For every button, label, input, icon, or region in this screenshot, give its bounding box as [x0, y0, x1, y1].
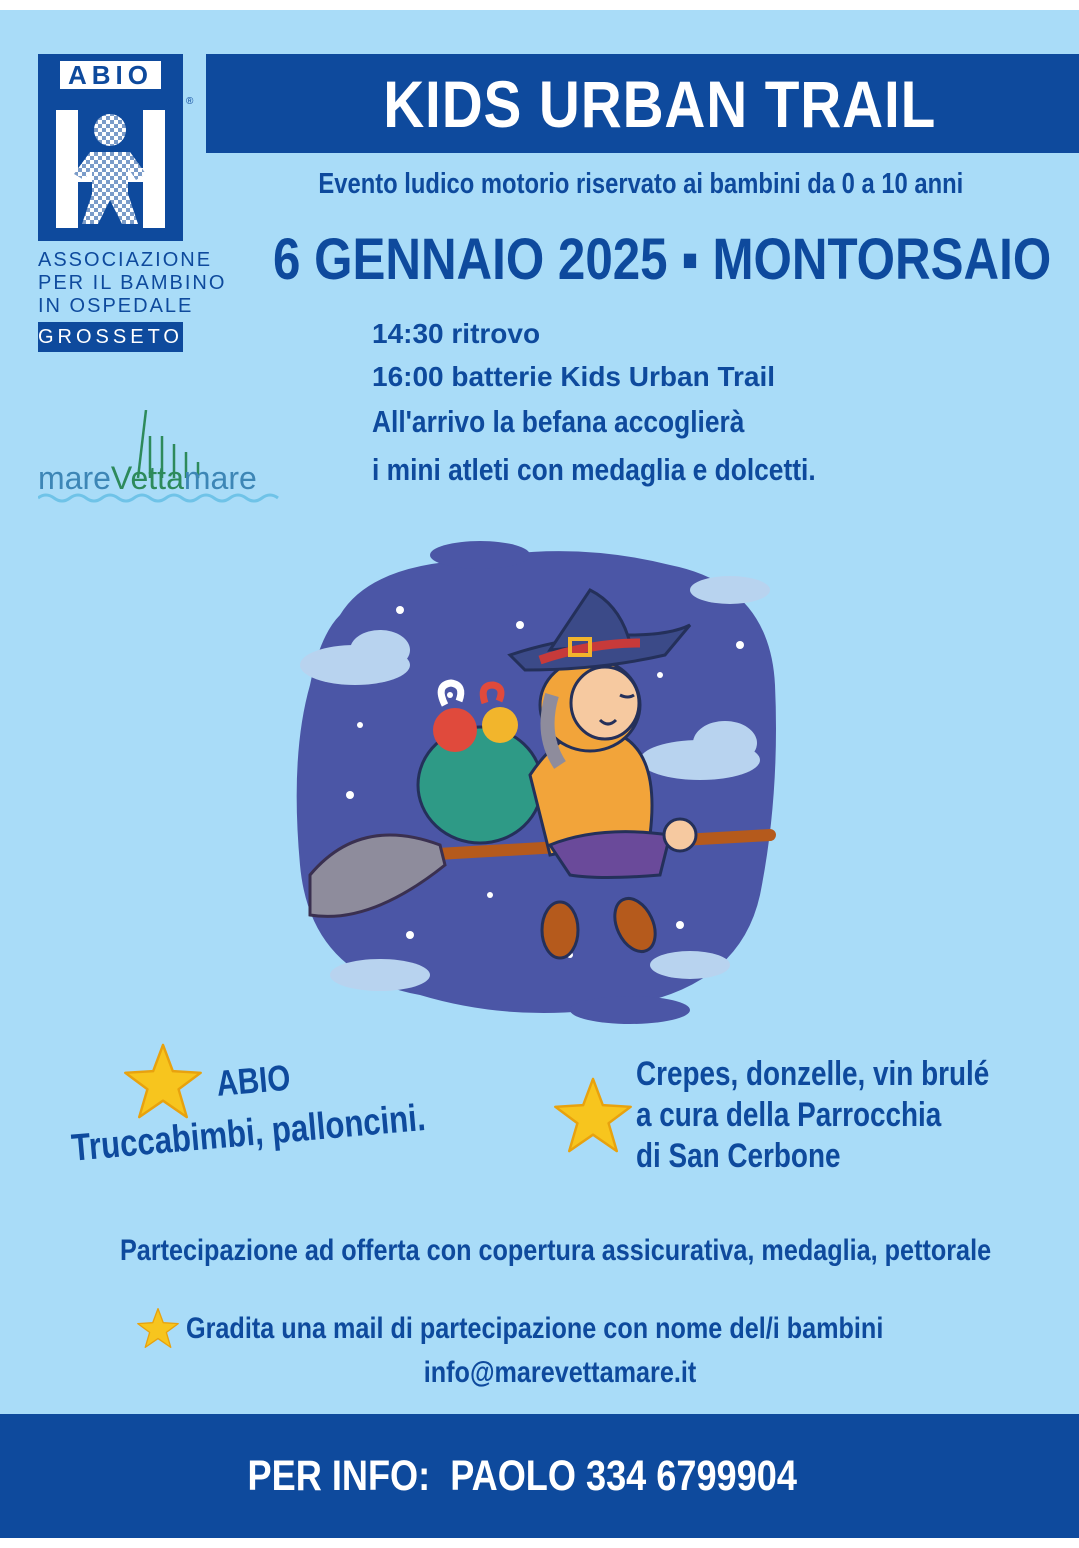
event-subtitle: Evento ludico motorio riservato ai bambini da 0 a 10 anni	[318, 168, 964, 200]
marevettamare-part2: Vetta	[110, 460, 184, 496]
footer-banner	[0, 1414, 1079, 1538]
abio-note-heading: ABIO	[214, 1056, 292, 1104]
food-note-line-1: Crepes, donzelle, vin brulé	[636, 1055, 990, 1093]
footer-contact: PER INFO: PAOLO 334 6799904	[248, 1451, 798, 1500]
abio-line-2: PER IL BAMBINO	[38, 272, 227, 294]
mail-request: Gradita una mail di partecipazione con nome del/i bambini	[186, 1312, 884, 1345]
child-figure-icon	[38, 96, 183, 241]
marevettamare-logo	[38, 410, 298, 510]
page-title: KIDS URBAN TRAIL	[383, 66, 937, 141]
abio-activity-note	[55, 1032, 496, 1209]
food-note-line-3: di San Cerbone	[636, 1137, 841, 1175]
schedule-item-meeting: 14:30 ritrovo	[372, 318, 541, 349]
registered-mark: ®	[186, 96, 194, 107]
abio-logo	[38, 54, 227, 352]
participation-info: Partecipazione ad offerta con copertura assicurativa, medaglia, pettorale	[120, 1234, 992, 1267]
befana-illustration	[270, 535, 810, 1035]
abio-line-3: IN OSPEDALE	[38, 295, 194, 317]
food-note	[636, 1054, 989, 1177]
abio-logo-lines	[38, 249, 227, 352]
event-date-location: 6 GENNAIO 2025 ▪ MONTORSAIO	[273, 227, 1052, 292]
star-icon	[136, 1306, 180, 1350]
marevettamare-part1: mare	[38, 460, 111, 496]
arrival-line-2: i mini atleti con medaglia e dolcetti.	[372, 452, 816, 487]
abio-note-text: Truccabimbi, palloncini.	[69, 1096, 428, 1170]
marevettamare-part3: mare	[183, 460, 257, 496]
title-banner	[206, 54, 1079, 153]
abio-city: GROSSETO	[38, 322, 183, 352]
abio-logo-text: ABIO	[60, 61, 161, 89]
abio-logo-emblem	[38, 96, 183, 241]
poster	[0, 10, 1079, 1538]
schedule-item-heats: 16:00 batterie Kids Urban Trail	[372, 361, 776, 392]
food-note-line-2: a cura della Parrocchia	[636, 1096, 942, 1134]
abio-logo-header	[38, 54, 183, 96]
contact-email[interactable]: info@marevettamare.it	[423, 1356, 697, 1389]
abio-line-1: ASSOCIAZIONE	[38, 249, 213, 271]
arrival-line-1: All'arrivo la befana accoglierà	[372, 404, 745, 439]
marevettamare-wordmark	[38, 460, 257, 497]
star-icon	[552, 1074, 634, 1156]
